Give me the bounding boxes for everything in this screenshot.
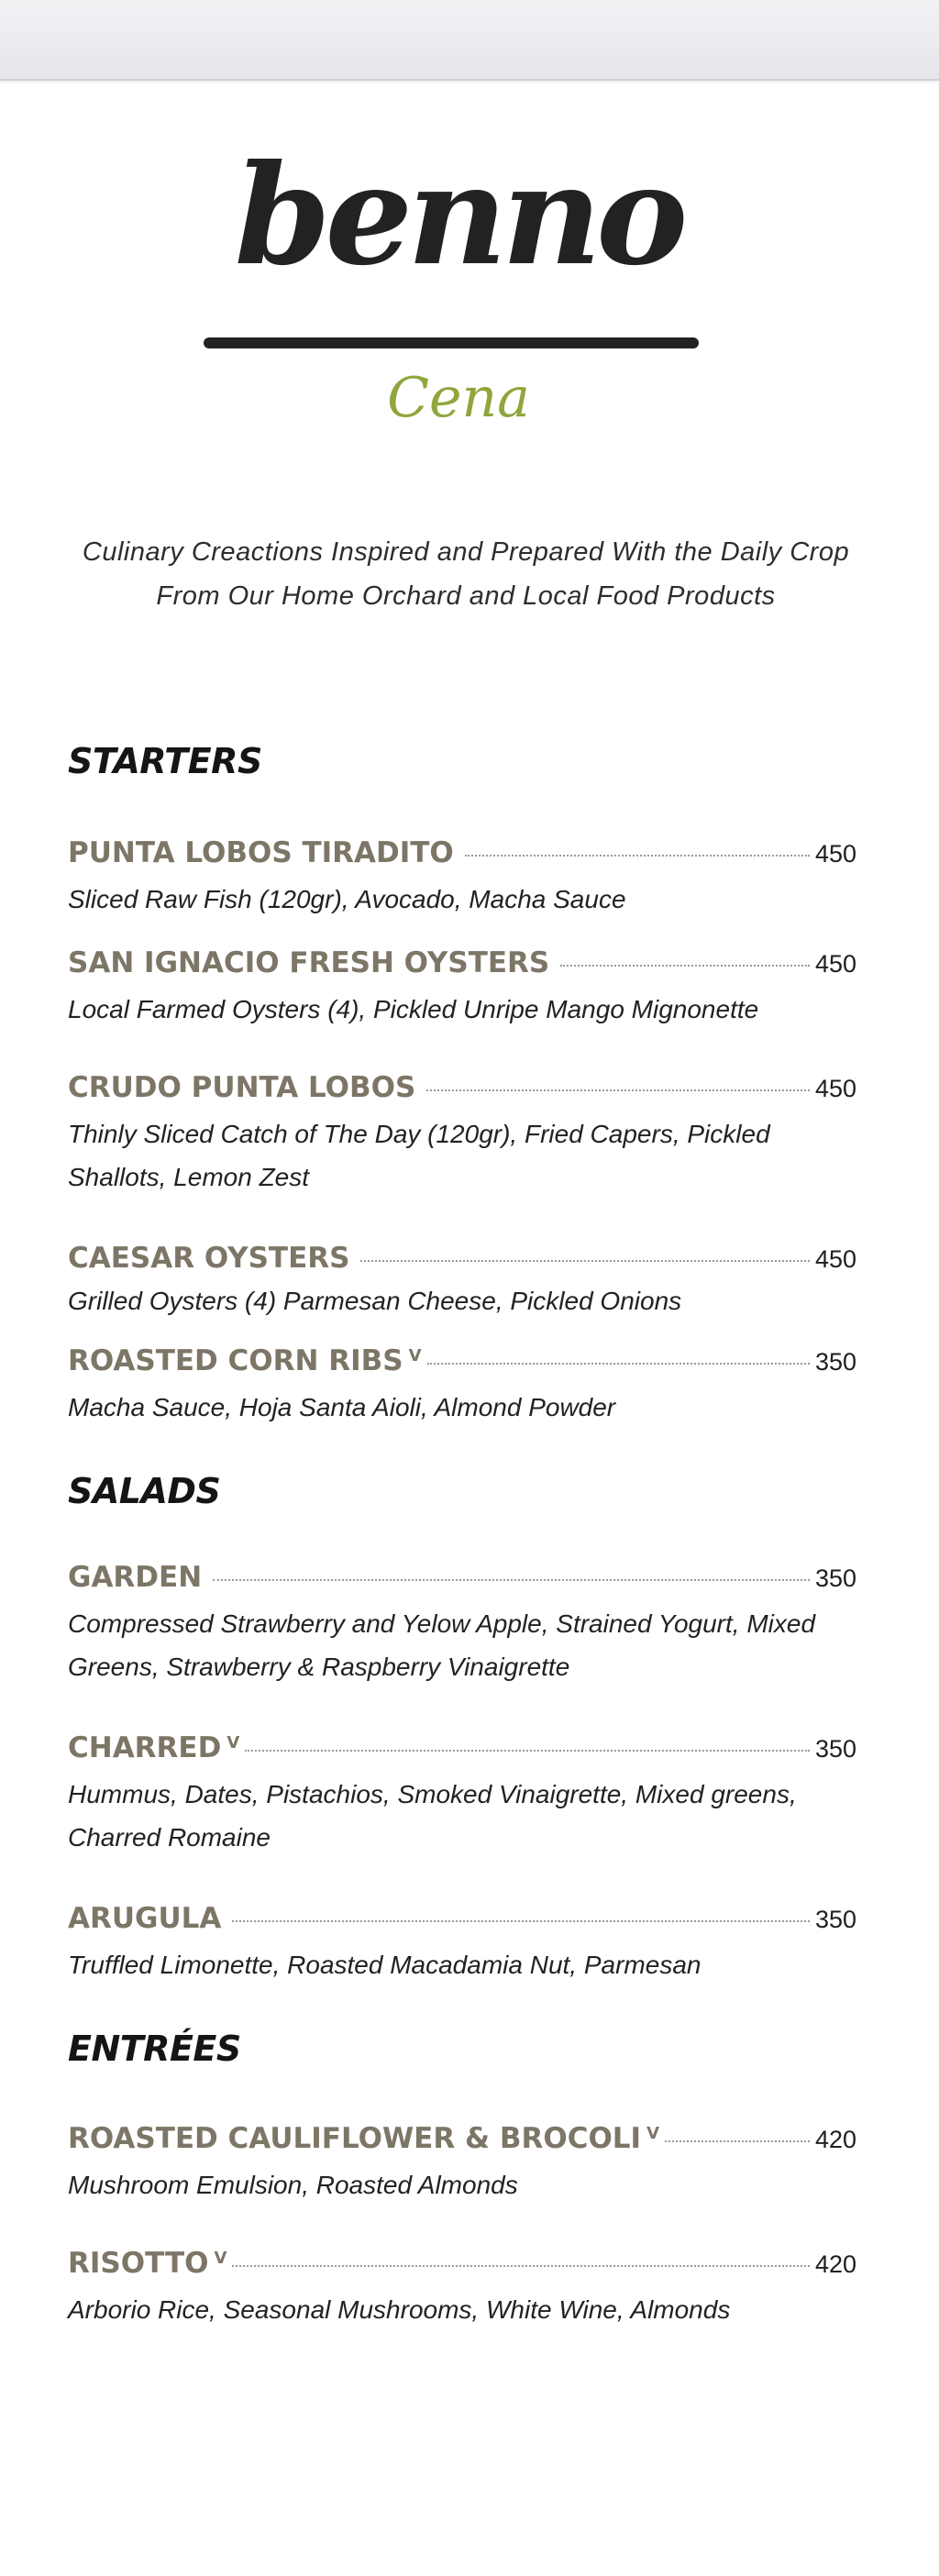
dot-leader [560, 965, 810, 967]
item-name: ROASTED CORN RIBS [68, 1344, 403, 1377]
section-title-entrees: ENTRÉES [68, 2029, 241, 2069]
tagline: Culinary Creactions Inspired and Prepared With the Daily Crop From Our Home Orchard and Local Food Products [82, 537, 850, 611]
dot-leader [426, 1089, 810, 1091]
item-description: Thinly Sliced Catch of The Day (120gr), Fried Capers, Pickled Shallots, Lemon Zest [68, 1120, 770, 1191]
item-description: Hummus, Dates, Pistachios, Smoked Vinaigrette, Mixed greens, Charred Romaine [68, 1780, 797, 1852]
dot-leader [213, 1579, 810, 1581]
logo-wordmark: benno [234, 135, 683, 296]
dot-leader [232, 2265, 810, 2267]
dot-leader [465, 855, 810, 857]
item-name: PUNTA LOBOS TIRADITO [68, 836, 454, 869]
item-name: CRUDO PUNTA LOBOS [68, 1071, 416, 1104]
menu-item [68, 2122, 856, 2206]
dot-leader [665, 2140, 810, 2142]
item-name: ROASTED CAULIFLOWER & BROCOLI [68, 2122, 642, 2155]
item-price: 450 [814, 1245, 856, 1273]
item-description: Truffled Limonette, Roasted Macadamia Nut, Parmesan [68, 1951, 701, 1979]
menu-item [68, 1902, 856, 1986]
item-price: 450 [814, 840, 856, 868]
menu-item [68, 1731, 856, 1859]
item-description: Grilled Oysters (4) Parmesan Cheese, Pickled Onions [68, 1287, 682, 1315]
item-price: 420 [814, 2250, 856, 2278]
item-name: RISOTTO [68, 2247, 209, 2280]
menu-item [68, 1561, 856, 1688]
menu-item [68, 1071, 856, 1199]
item-description: Arborio Rice, Seasonal Mushrooms, White Wine, Almonds [68, 2295, 731, 2324]
vegan-mark: V [226, 1733, 240, 1752]
vegan-mark: V [646, 2124, 660, 2143]
menu-item [68, 1242, 856, 1320]
dot-leader [427, 1363, 810, 1365]
logo [183, 135, 734, 468]
item-description: Sliced Raw Fish (120gr), Avocado, Macha Sauce [68, 885, 626, 913]
item-description: Macha Sauce, Hoja Santa Aioli, Almond Powder [68, 1393, 616, 1421]
item-description: Mushroom Emulsion, Roasted Almonds [68, 2171, 518, 2199]
section-title-starters: STARTERS [68, 741, 262, 781]
menu-item [68, 2247, 856, 2331]
item-price: 450 [814, 950, 856, 978]
item-name: CHARRED [68, 1731, 222, 1764]
menu-item [68, 1344, 856, 1429]
dot-leader [232, 1920, 810, 1922]
vegan-mark: V [214, 2249, 227, 2268]
item-price: 350 [814, 1564, 856, 1592]
section-title-salads: SALADS [68, 1471, 221, 1511]
item-name: SAN IGNACIO FRESH OYSTERS [68, 946, 550, 979]
logo-underline [204, 337, 699, 348]
top-bar [0, 0, 939, 81]
dot-leader [245, 1750, 810, 1752]
menu-item [68, 836, 856, 921]
item-name: CAESAR OYSTERS [68, 1242, 350, 1275]
item-price: 350 [814, 1735, 856, 1763]
vegan-mark: V [408, 1346, 422, 1365]
item-price: 420 [814, 2126, 856, 2153]
item-description: Local Farmed Oysters (4), Pickled Unripe Mango Mignonette [68, 995, 759, 1023]
dot-leader [360, 1260, 809, 1262]
item-name: ARUGULA [68, 1902, 222, 1935]
logo-subtitle: Cena [387, 366, 530, 430]
item-price: 350 [814, 1906, 856, 1933]
item-price: 450 [814, 1075, 856, 1102]
item-description: Compressed Strawberry and Yelow Apple, Strained Yogurt, Mixed Greens, Strawberry & Raspberry Vinaigrette [68, 1609, 816, 1681]
item-price: 350 [814, 1348, 856, 1376]
menu-item [68, 946, 856, 1031]
item-name: GARDEN [68, 1561, 203, 1594]
